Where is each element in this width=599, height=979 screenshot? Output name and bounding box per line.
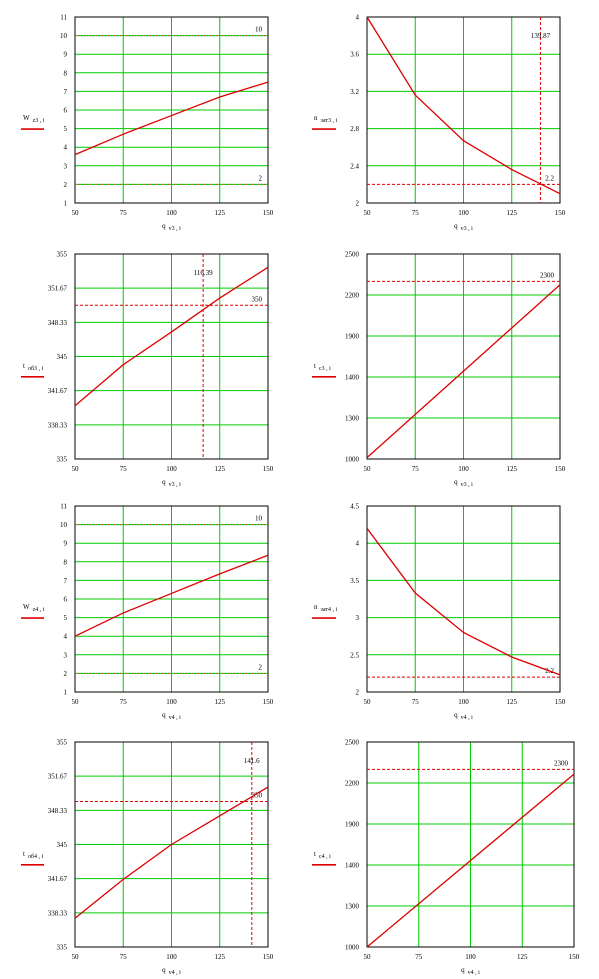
x-axis-label-main: q: [162, 478, 166, 486]
y-tick-label: 335: [56, 943, 67, 952]
y-tick-label: 7: [63, 87, 67, 96]
chart-panel-5: [21, 503, 274, 722]
reference-line-value-label: 139.87: [530, 32, 551, 40]
y-axis-label-sub: c4 , i: [318, 853, 331, 860]
y-axis-label-main: W: [23, 114, 30, 123]
y-axis-label-main: n: [314, 603, 318, 612]
y-tick-label: 2: [355, 688, 359, 697]
x-axis-label: [461, 966, 480, 976]
x-tick-label: 125: [506, 465, 517, 473]
y-tick-label: 8: [63, 558, 67, 567]
x-tick-label: 125: [517, 953, 528, 961]
x-tick-label: 100: [166, 209, 177, 217]
y-tick-label: 4: [63, 143, 67, 152]
y-tick-label: 2.4: [350, 162, 359, 171]
x-axis-label: [162, 222, 181, 232]
y-tick-label: 341.67: [47, 875, 67, 884]
y-tick-label: 2500: [345, 738, 359, 747]
y-axis-label-main: t: [314, 361, 316, 370]
y-axis-label-sub: z3 , i: [32, 118, 45, 125]
x-axis-label-main: q: [461, 966, 465, 974]
reference-line-value-label: 141.6: [243, 757, 260, 765]
x-axis-label-main: q: [454, 711, 458, 719]
x-tick-label: 150: [554, 209, 566, 217]
x-tick-label: 150: [262, 465, 274, 473]
x-tick-label: 150: [568, 953, 580, 961]
y-tick-label: 1400: [345, 373, 359, 382]
chart-panel-2: [312, 14, 566, 233]
y-tick-label: 1900: [345, 820, 359, 829]
y-axis-label-sub: об3 , i: [27, 365, 44, 372]
chart-panel-7: [21, 739, 274, 977]
reference-line-label: 2300: [540, 271, 554, 280]
x-tick-label: 75: [119, 209, 127, 217]
x-tick-label: 100: [166, 953, 177, 961]
y-axis-label: [23, 362, 44, 372]
x-tick-label: 125: [214, 953, 225, 961]
y-axis-label-sub: z4 , i: [32, 607, 45, 614]
y-tick-label: 3: [63, 162, 67, 171]
x-tick-label: 150: [262, 209, 274, 217]
reference-line-label: 350: [251, 295, 262, 304]
x-tick-label: 100: [458, 698, 469, 706]
x-axis-label-main: q: [162, 966, 166, 974]
y-axis-label: [23, 603, 45, 613]
chart-panel-4: [312, 251, 566, 489]
x-axis-label-sub: v4 , i: [168, 715, 181, 721]
x-tick-label: 50: [363, 698, 371, 706]
y-tick-label: 4: [355, 13, 359, 22]
reference-line-label: 2300: [554, 759, 568, 768]
y-tick-label: 1300: [345, 414, 359, 423]
y-axis-label: [23, 850, 44, 860]
y-axis-label: [314, 114, 338, 124]
x-tick-label: 75: [411, 698, 419, 706]
chart-panel-8: [312, 739, 580, 977]
chart-panel-6: [312, 503, 566, 722]
x-axis-label: [454, 222, 473, 232]
x-axis-label-main: q: [162, 711, 166, 719]
reference-line-label: 10: [255, 25, 262, 34]
x-tick-label: 150: [554, 698, 566, 706]
x-axis-label-sub: v3 , i: [168, 482, 181, 488]
x-tick-label: 125: [214, 209, 225, 217]
x-tick-label: 50: [71, 465, 79, 473]
y-tick-label: 1400: [345, 861, 359, 870]
x-tick-label: 50: [363, 465, 371, 473]
x-axis-label: [454, 478, 473, 488]
y-tick-label: 1300: [345, 902, 359, 911]
x-tick-label: 75: [119, 953, 127, 961]
x-tick-label: 50: [71, 953, 79, 961]
x-tick-label: 125: [214, 465, 225, 473]
y-axis-label: [314, 603, 338, 613]
y-axis-label-sub: c3 , i: [318, 365, 331, 372]
y-tick-label: 9: [63, 50, 67, 59]
x-axis-label: [162, 966, 181, 976]
y-tick-label: 4: [355, 539, 359, 548]
y-tick-label: 338.33: [47, 421, 67, 430]
y-tick-label: 348.33: [47, 318, 67, 327]
x-axis-label-sub: v4 , i: [467, 970, 480, 976]
x-axis-label-main: q: [454, 222, 458, 230]
x-tick-label: 100: [166, 698, 177, 706]
y-tick-label: 8: [63, 69, 67, 78]
y-tick-label: 335: [56, 455, 67, 464]
x-tick-label: 125: [506, 209, 517, 217]
y-axis-label-main: t: [23, 361, 25, 370]
y-tick-label: 341.67: [47, 387, 67, 396]
y-axis-label-main: t: [23, 849, 25, 858]
reference-line-label: 350: [251, 791, 262, 800]
x-axis-label-main: q: [162, 222, 166, 230]
y-tick-label: 4: [63, 632, 67, 641]
y-tick-label: 5: [63, 614, 67, 623]
x-axis-label-sub: v4 , i: [460, 715, 473, 721]
y-tick-label: 3: [355, 614, 359, 623]
y-tick-label: 7: [63, 576, 67, 585]
y-tick-label: 355: [56, 250, 67, 259]
reference-line-label: 2: [258, 663, 262, 672]
y-axis-label: [23, 114, 45, 124]
y-tick-label: 1900: [345, 332, 359, 341]
y-tick-label: 2200: [345, 291, 359, 300]
y-tick-label: 5: [63, 125, 67, 134]
reference-line-label: 10: [255, 514, 262, 523]
y-tick-label: 351.67: [47, 284, 67, 293]
reference-line-value-label: 116.39: [193, 269, 213, 277]
y-tick-label: 11: [60, 502, 67, 511]
x-tick-label: 150: [262, 698, 274, 706]
x-tick-label: 50: [363, 209, 371, 217]
x-tick-label: 50: [71, 698, 79, 706]
x-tick-label: 75: [411, 465, 419, 473]
reference-line-label: 2: [258, 174, 262, 183]
y-axis-label-sub: зат4 , i: [320, 607, 338, 614]
y-tick-label: 355: [56, 738, 67, 747]
x-tick-label: 50: [71, 209, 79, 217]
x-tick-label: 100: [458, 465, 469, 473]
y-axis-label-main: n: [314, 114, 318, 123]
x-tick-label: 75: [411, 209, 419, 217]
y-tick-label: 2.5: [350, 651, 359, 660]
y-tick-label: 3: [63, 651, 67, 660]
reference-line-label: 2.2: [545, 174, 554, 183]
x-tick-label: 50: [363, 953, 371, 961]
y-axis-label: [314, 850, 331, 860]
y-tick-label: 2: [355, 199, 359, 208]
y-tick-label: 1000: [345, 943, 359, 952]
y-tick-label: 10: [60, 32, 67, 41]
x-axis-label: [454, 711, 473, 721]
y-tick-label: 338.33: [47, 909, 67, 918]
x-axis-label: [162, 478, 181, 488]
x-tick-label: 100: [458, 209, 469, 217]
x-axis-label-sub: v3 , i: [168, 226, 181, 232]
y-tick-label: 9: [63, 539, 67, 548]
y-axis-label-sub: зат3 , i: [320, 118, 338, 125]
reference-line-label: 2.2: [545, 667, 554, 676]
y-tick-label: 4.5: [350, 502, 359, 511]
y-tick-label: 1: [63, 688, 67, 697]
x-tick-label: 125: [506, 698, 517, 706]
y-tick-label: 345: [56, 353, 67, 361]
x-tick-label: 75: [119, 465, 127, 473]
y-tick-label: 6: [63, 106, 67, 115]
y-tick-label: 3.2: [350, 87, 359, 96]
x-axis-label-main: q: [454, 478, 458, 486]
x-axis-label: [162, 711, 181, 721]
chart-panel-3: [21, 251, 274, 489]
y-tick-label: 348.33: [47, 806, 67, 815]
y-tick-label: 2200: [345, 779, 359, 788]
y-tick-label: 11: [60, 13, 67, 22]
y-tick-label: 2500: [345, 250, 359, 259]
y-tick-label: 1: [63, 199, 67, 208]
x-axis-label-sub: v4 , i: [168, 970, 181, 976]
x-tick-label: 150: [554, 465, 566, 473]
y-tick-label: 2: [63, 669, 67, 678]
x-tick-label: 125: [214, 698, 225, 706]
x-tick-label: 100: [465, 953, 476, 961]
chart-panel-1: [21, 14, 274, 233]
x-axis-label-sub: v3 , i: [460, 482, 473, 488]
y-tick-label: 2: [63, 180, 67, 189]
x-tick-label: 150: [262, 953, 274, 961]
y-axis-label-sub: об4 , i: [27, 853, 44, 860]
x-axis-label-sub: v3 , i: [460, 226, 473, 232]
y-tick-label: 345: [56, 841, 67, 849]
y-tick-label: 10: [60, 521, 67, 530]
y-axis-label: [314, 362, 331, 372]
x-tick-label: 75: [415, 953, 423, 961]
y-tick-label: 2.8: [350, 125, 359, 134]
y-tick-label: 351.67: [47, 772, 67, 781]
y-axis-label-main: W: [23, 603, 30, 612]
y-tick-label: 1000: [345, 455, 359, 464]
y-tick-label: 6: [63, 595, 67, 604]
x-tick-label: 100: [166, 465, 177, 473]
x-tick-label: 75: [119, 698, 127, 706]
y-tick-label: 3.5: [350, 576, 359, 585]
y-tick-label: 3.6: [350, 50, 359, 59]
y-axis-label-main: t: [314, 849, 316, 858]
